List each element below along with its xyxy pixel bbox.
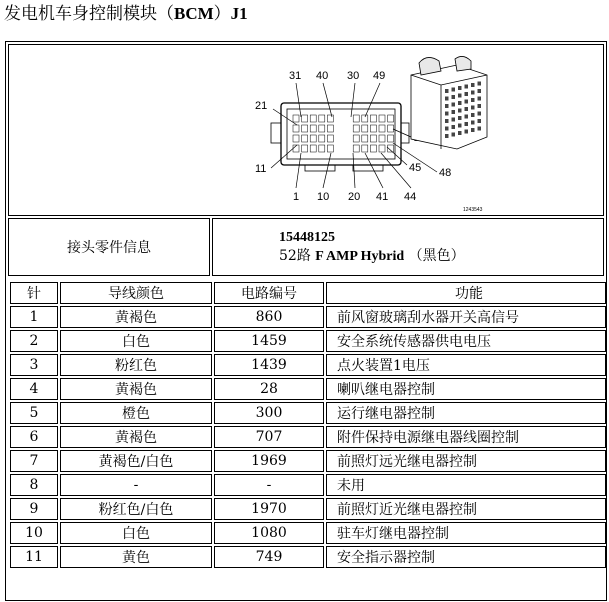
body-pin-cavity — [465, 85, 469, 89]
pin-cavity — [379, 135, 385, 142]
cell-pin: 1 — [10, 306, 58, 328]
cell-function: 前风窗玻璃刮水器开关高信号 — [326, 306, 606, 328]
cell-circuit: 1080 — [214, 522, 324, 544]
pin-cavity — [319, 135, 325, 142]
title-mid: ） — [213, 4, 231, 24]
body-pin-cavity — [471, 121, 475, 125]
pin-cavity — [327, 115, 333, 122]
title-prefix: 发电机车身控制模块（ — [4, 4, 174, 24]
pin-cavity — [370, 125, 376, 132]
cell-wire-color: 黄褐色/白色 — [60, 450, 212, 472]
pin-label-30: 30 — [347, 70, 360, 82]
cell-function: 喇叭继电器控制 — [326, 378, 606, 400]
pin-cavity — [370, 145, 376, 152]
pin-label-49: 49 — [373, 70, 386, 82]
header-pin: 针 — [10, 282, 58, 304]
pin-cavity — [388, 135, 394, 142]
pin-cavity — [293, 115, 299, 122]
cell-wire-color: 黄褐色 — [60, 426, 212, 448]
body-pin-cavity — [465, 92, 469, 96]
table-row — [10, 522, 606, 544]
body-pin-cavity — [445, 127, 449, 131]
body-pin-cavity — [478, 112, 482, 116]
cell-pin: 9 — [10, 498, 58, 520]
pin-cavity — [327, 135, 333, 142]
pin-label-31: 31 — [289, 70, 302, 82]
body-pin-cavity — [452, 133, 456, 137]
cell-function: 安全系统传感器供电电压 — [326, 330, 606, 352]
body-pin-cavity — [445, 134, 449, 138]
pin-cavity — [353, 145, 359, 152]
cell-wire-color: 黄色 — [60, 546, 212, 568]
body-pin-cavity — [458, 101, 462, 105]
body-pin-cavity — [465, 130, 469, 134]
table-row — [10, 330, 606, 352]
pin-cavity — [362, 145, 368, 152]
diagram-image-code: 1243543 — [463, 207, 483, 213]
pin-label-48: 48 — [439, 167, 452, 179]
body-pin-cavity — [471, 98, 475, 102]
table-row — [10, 306, 606, 328]
table-row — [10, 378, 606, 400]
connector-desc-type: F AMP Hybrid — [315, 248, 405, 264]
header-function: 功能 — [326, 282, 606, 304]
pin-cavity — [370, 115, 376, 122]
pin-cavity — [302, 145, 308, 152]
header-circuit: 电路编号 — [214, 282, 324, 304]
connector-part-number: 15448125 — [279, 229, 335, 245]
body-pin-cavity — [445, 104, 449, 108]
pin-cavity — [319, 125, 325, 132]
connector-desc-prefix: 52路 — [279, 247, 316, 264]
cell-wire-color: 粉红色 — [60, 354, 212, 376]
cell-wire-color: 黄褐色 — [60, 306, 212, 328]
pin-table-header — [10, 282, 606, 304]
cell-wire-color: 橙色 — [60, 402, 212, 424]
pin-label-21: 21 — [255, 100, 268, 112]
body-pin-cavity — [458, 94, 462, 98]
body-pin-cavity — [452, 118, 456, 122]
table-row — [10, 354, 606, 376]
connector-diagram — [9, 45, 605, 217]
cell-pin: 7 — [10, 450, 58, 472]
table-row — [10, 546, 606, 568]
cell-pin: 6 — [10, 426, 58, 448]
body-pin-cavity — [478, 82, 482, 86]
cell-wire-color: 黄褐色 — [60, 378, 212, 400]
cell-pin: 8 — [10, 474, 58, 496]
connector-desc-color: （黑色） — [404, 247, 465, 264]
body-pin-cavity — [458, 86, 462, 90]
table-row — [10, 450, 606, 472]
pin-label-44: 44 — [404, 191, 417, 203]
pin-cavity — [362, 125, 368, 132]
connector-info-value — [212, 218, 604, 276]
pin-cavity — [310, 115, 316, 122]
cell-function: 未用 — [326, 474, 606, 496]
pin-table — [8, 280, 608, 570]
cell-circuit: 749 — [214, 546, 324, 568]
pin-label-45: 45 — [409, 162, 422, 174]
connector-frame — [5, 41, 607, 601]
body-pin-cavity — [445, 97, 449, 101]
connector-description — [279, 247, 603, 266]
pin-cavity — [379, 115, 385, 122]
body-pin-cavity — [465, 100, 469, 104]
title-code: BCM — [174, 4, 214, 23]
cell-wire-color: 白色 — [60, 522, 212, 544]
cell-circuit: 28 — [214, 378, 324, 400]
pin-cavity — [379, 125, 385, 132]
pin-cavity — [293, 125, 299, 132]
body-pin-cavity — [478, 97, 482, 101]
cell-function: 前照灯近光继电器控制 — [326, 498, 606, 520]
connector-body-3d — [411, 56, 487, 149]
pin-grid — [293, 115, 394, 152]
page-title — [4, 2, 248, 26]
cell-pin: 10 — [10, 522, 58, 544]
pin-cavity — [327, 145, 333, 152]
pin-label-1: 1 — [293, 191, 300, 203]
cell-wire-color: 粉红色/白色 — [60, 498, 212, 520]
body-pin-cavity — [445, 112, 449, 116]
body-pin-cavity — [478, 119, 482, 123]
pin-label-41: 41 — [376, 191, 389, 203]
pin-cavity — [362, 135, 368, 142]
table-row — [10, 402, 606, 424]
connector-info-label: 接头零件信息 — [8, 218, 210, 276]
pin-label-40: 40 — [316, 70, 329, 82]
cell-wire-color: 白色 — [60, 330, 212, 352]
pin-cavity — [302, 125, 308, 132]
cell-pin: 2 — [10, 330, 58, 352]
table-row — [10, 474, 606, 496]
pin-cavity — [310, 145, 316, 152]
pin-cavity — [327, 125, 333, 132]
cell-circuit: 860 — [214, 306, 324, 328]
body-pin-cavity — [465, 107, 469, 111]
pin-cavity — [353, 125, 359, 132]
cell-pin: 4 — [10, 378, 58, 400]
body-pin-cavity — [458, 131, 462, 135]
body-pin-cavity — [445, 89, 449, 93]
body-pin-cavity — [445, 119, 449, 123]
cell-function: 前照灯远光继电器控制 — [326, 450, 606, 472]
pin-cavity — [388, 125, 394, 132]
cell-circuit: 1970 — [214, 498, 324, 520]
cell-function: 运行继电器控制 — [326, 402, 606, 424]
cell-function: 附件保持电源继电器线圈控制 — [326, 426, 606, 448]
body-pin-cavity — [452, 110, 456, 114]
body-pin-cavity — [471, 106, 475, 110]
pin-label-20: 20 — [348, 191, 361, 203]
pin-cavity — [310, 125, 316, 132]
body-pin-cavity — [471, 128, 475, 132]
cell-circuit: 300 — [214, 402, 324, 424]
body-pin-cavity — [458, 109, 462, 113]
pin-cavity — [379, 145, 385, 152]
cell-wire-color: - — [60, 474, 212, 496]
header-wire-color: 导线颜色 — [60, 282, 212, 304]
connector-diagram-cell — [8, 44, 604, 216]
body-pin-cavity — [471, 83, 475, 87]
cell-pin: 3 — [10, 354, 58, 376]
body-pin-cavity — [478, 89, 482, 93]
pin-label-10: 10 — [317, 191, 330, 203]
body-pin-cavity — [452, 125, 456, 129]
cell-circuit: 1969 — [214, 450, 324, 472]
pin-cavity — [353, 115, 359, 122]
table-row — [10, 426, 606, 448]
cell-function: 点火装置1电压 — [326, 354, 606, 376]
body-pin-cavity — [471, 113, 475, 117]
cell-pin: 5 — [10, 402, 58, 424]
body-pin-cavity — [471, 91, 475, 95]
pin-cavity — [310, 135, 316, 142]
body-pin-cavity — [452, 95, 456, 99]
pin-cavity — [370, 135, 376, 142]
cell-pin: 11 — [10, 546, 58, 568]
cell-circuit: - — [214, 474, 324, 496]
table-row — [10, 498, 606, 520]
cell-circuit: 707 — [214, 426, 324, 448]
cell-function: 安全指示器控制 — [326, 546, 606, 568]
pin-cavity — [362, 115, 368, 122]
pin-cavity — [293, 135, 299, 142]
body-pin-cavity — [465, 122, 469, 126]
body-pin-cavity — [478, 127, 482, 131]
cell-circuit: 1439 — [214, 354, 324, 376]
pin-cavity — [353, 135, 359, 142]
cell-function: 驻车灯继电器控制 — [326, 522, 606, 544]
pin-cavity — [302, 135, 308, 142]
body-pin-cavity — [452, 88, 456, 92]
body-pin-cavity — [458, 124, 462, 128]
body-pin-cavity — [452, 103, 456, 107]
title-suffix: J1 — [230, 4, 248, 23]
pin-cavity — [388, 115, 394, 122]
pin-cavity — [302, 115, 308, 122]
cell-circuit: 1459 — [214, 330, 324, 352]
pin-cavity — [319, 145, 325, 152]
pin-cavity — [319, 115, 325, 122]
pin-label-11: 11 — [255, 163, 267, 175]
body-pin-cavity — [478, 104, 482, 108]
body-pin-cavity — [465, 115, 469, 119]
body-pin-cavity — [458, 116, 462, 120]
